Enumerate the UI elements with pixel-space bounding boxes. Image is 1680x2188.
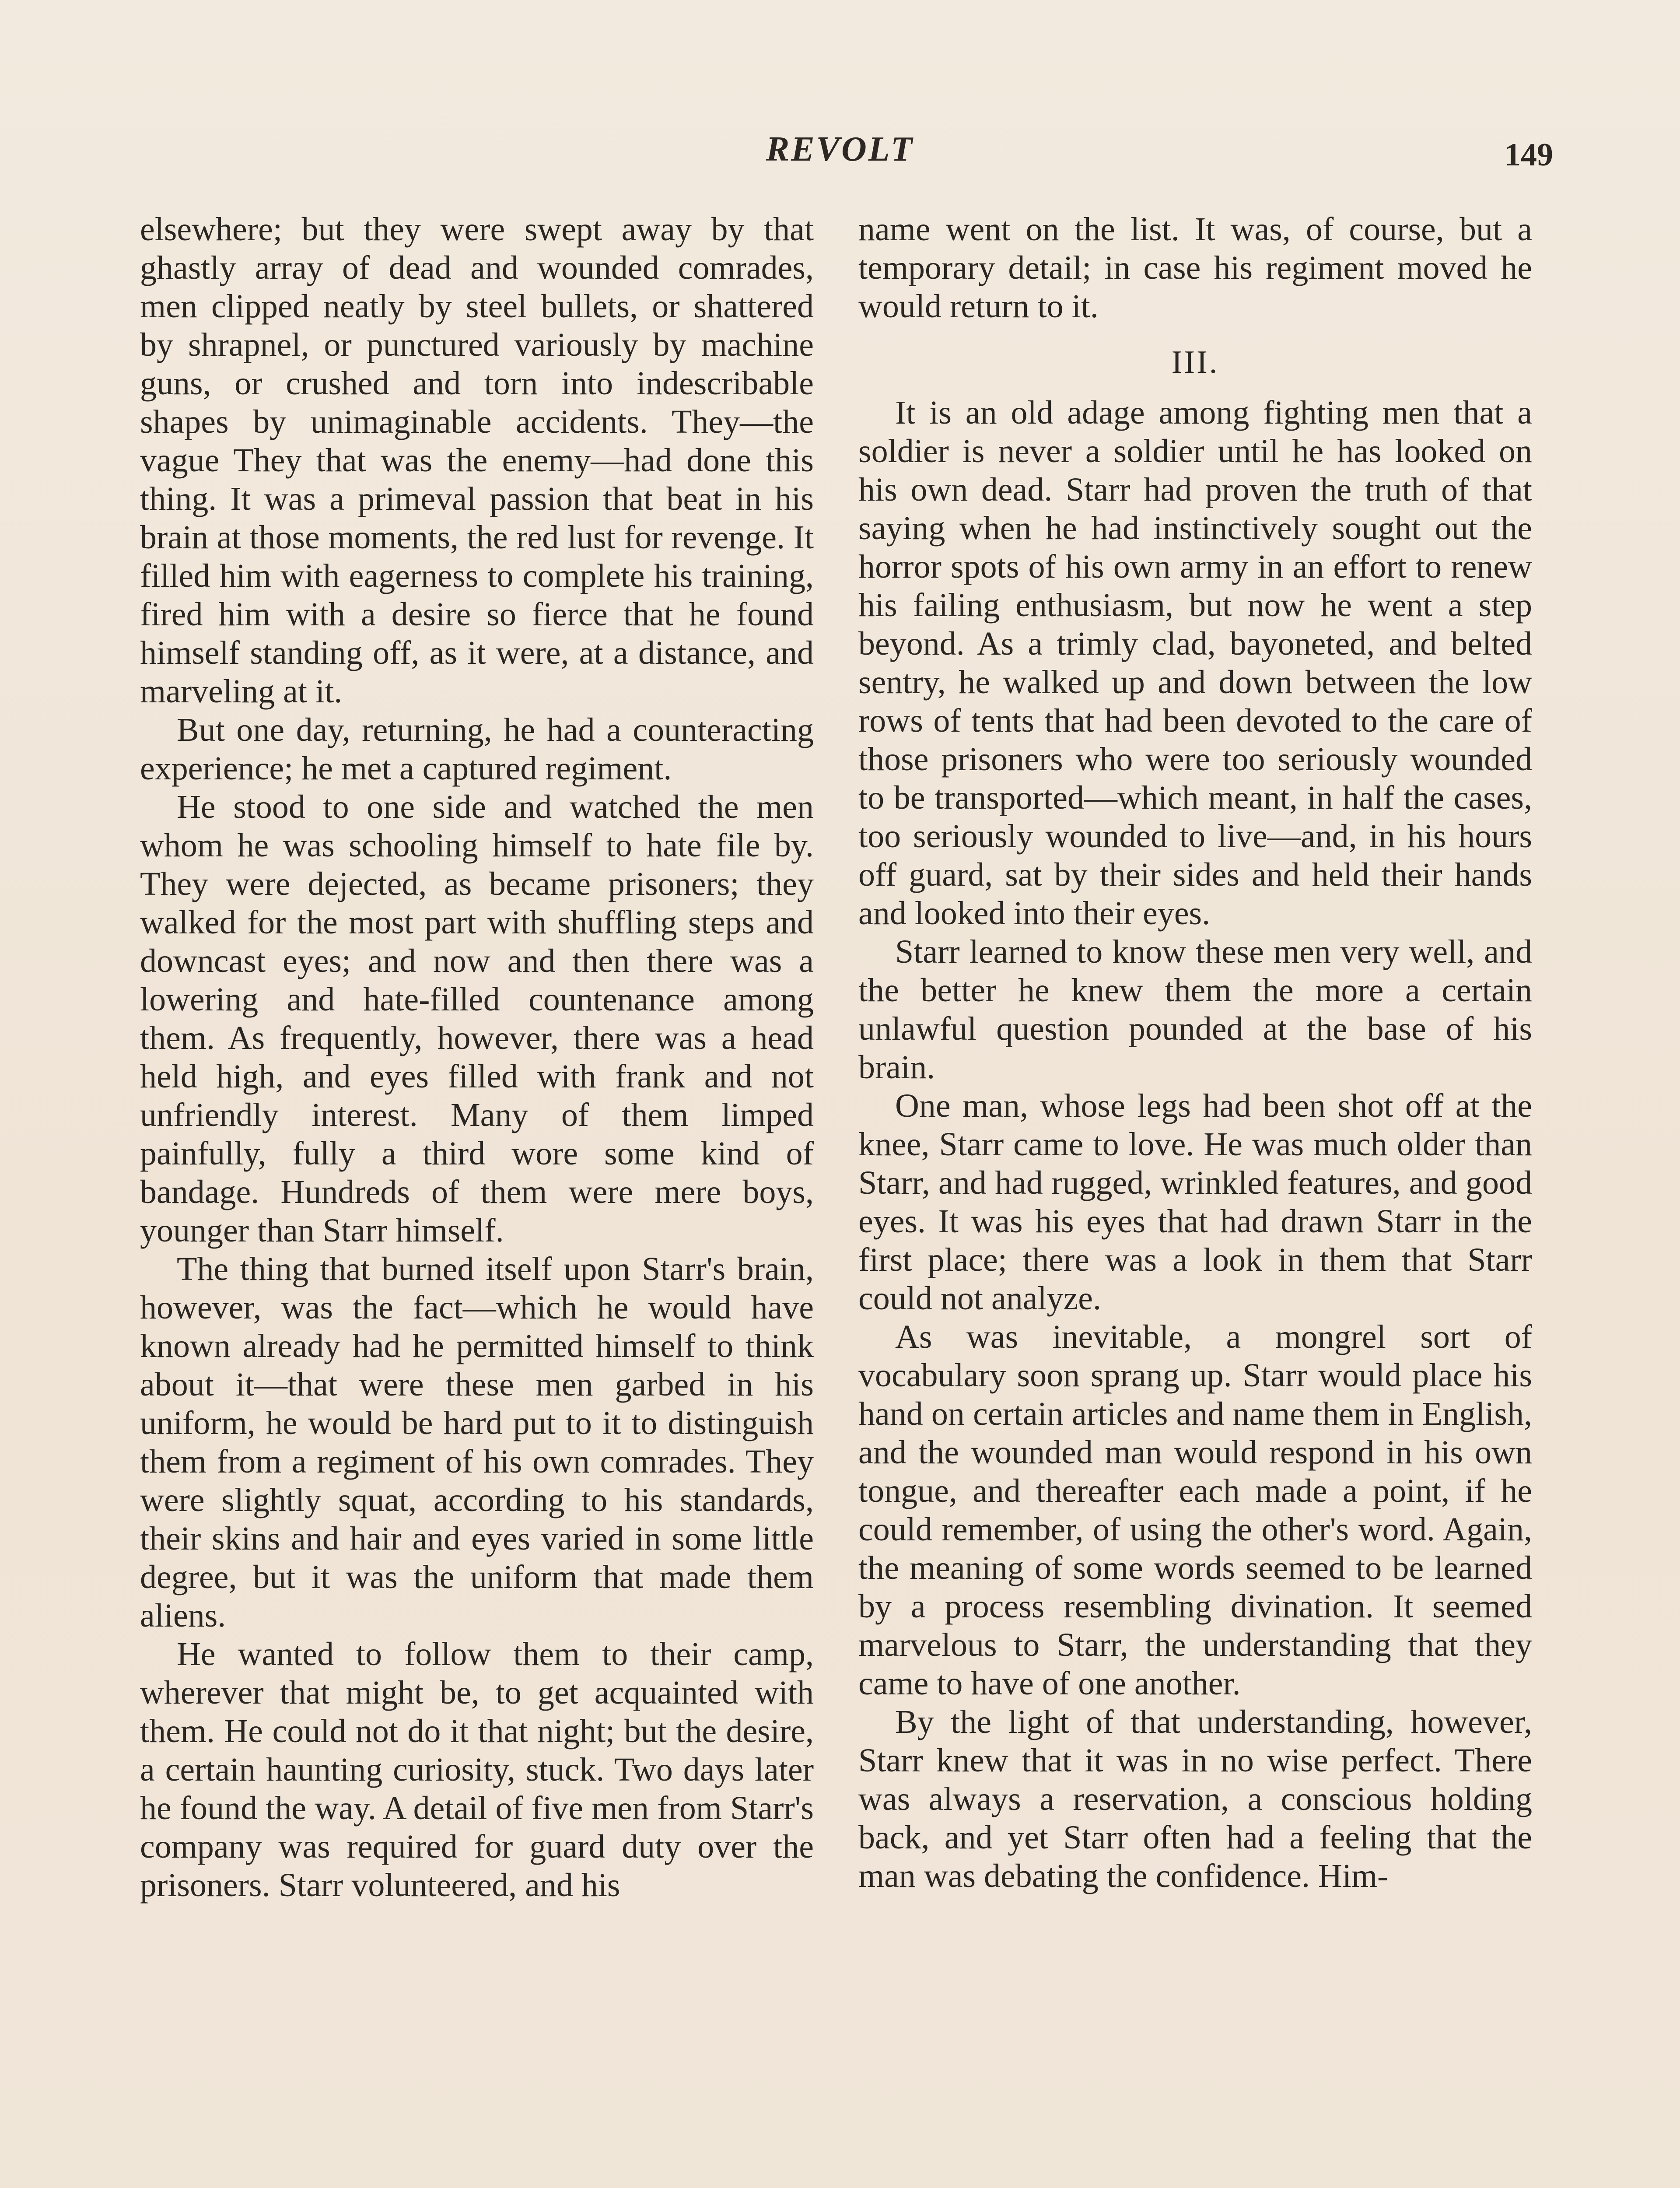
paragraph: It is an old adage among fighting men that a soldier is never a soldier until he has looked on his own dead. Starr had proven the truth of that saying when he had instinctively sought out the horror spots of his own army in an effort to renew his failing enthusiasm, but now he went a step beyond. As a trimly clad, bayoneted, and belted sentry, he walked up and down between the low rows of tents that had been devoted to the care of those prisoners who were too seriously wounded to be transported—which meant, in half the cases, too seriously wounded to live—and, in his hours off guard, sat by their sides and held their hands and looked into their eyes.	[858, 394, 1532, 932]
paragraph: As was inevitable, a mongrel sort of vocabulary soon sprang up. Starr would place his hand on certain articles and name them in English, and the wounded man would respond in his own tongue, and thereafter each made a point, if he could remember, of using the other's word. Again, the meaning of some words seemed to be learned by a process resembling divination. It seemed marvelous to Starr, the understanding that they came to have of one another.	[858, 1318, 1532, 1702]
paragraph: The thing that burned itself upon Starr's brain, however, was the fact—which he would have known already had he permitted himself to think about it—that were these men garbed in his uniform, he would be hard put to it to distinguish them from a regiment of his own comrades. They were slightly squat, according to his standards, their skins and hair and eyes varied in some little degree, but it was the uniform that made them aliens.	[140, 1251, 814, 1634]
right-column	[858, 210, 1532, 1895]
page-number: 149	[1505, 137, 1553, 173]
paragraph: One man, whose legs had been shot off at the knee, Starr came to love. He was much older than Starr, and had rugged, wrinkled features, and good eyes. It was his eyes that had drawn Starr in the first place; there was a look in them that Starr could not analyze.	[858, 1087, 1532, 1317]
paragraph: name went on the list. It was, of course, but a temporary detail; in case his regiment moved he would return to it.	[858, 211, 1532, 325]
paragraph: He stood to one side and watched the men whom he was schooling himself to hate file by. They were dejected, as became prisoners; they walked for the most part with shuffling steps and downcast eyes; and now and then there was a lowering and hate-filled countenance among them. As frequently, however, there was a head held high, and eyes filled with frank and not unfriendly interest. Many of them limped painfully, fully a third wore some kind of bandage. Hundreds of them were mere boys, younger than Starr himself.	[140, 789, 814, 1249]
left-column	[140, 210, 814, 1904]
section-number: III.	[1171, 344, 1219, 380]
paragraph: But one day, returning, he had a counteracting experience; he met a captured regiment.	[140, 712, 814, 787]
paragraph: He wanted to follow them to their camp, wherever that might be, to get acquainted with them. He could not do it that night; but the desire, a certain haunting curiosity, stuck. Two days later he found the way. A detail of five men from Starr's company was required for guard duty over the prisoners. Starr volunteered, and his	[140, 1636, 814, 1904]
paragraph: elsewhere; but they were swept away by that ghastly array of dead and wounded comrades, men clipped neatly by steel bullets, or shattered by shrapnel, or punctured variously by machine guns, or crushed and torn into indescribable shapes by unimaginable accidents. They—the vague They that was the enemy—had done this thing. It was a primeval passion that beat in his brain at those moments, the red lust for revenge. It filled him with eagerness to complete his training, fired him with a desire so fierce that he found himself standing off, as it were, at a distance, and marveling at it.	[140, 211, 814, 710]
paragraph: By the light of that understanding, however, Starr knew that it was in no wise perfect. There was always a reservation, a conscious holding back, and yet Starr often had a feeling that the man was debating the confidence. Him-	[858, 1704, 1532, 1894]
running-title: REVOLT	[766, 130, 914, 168]
paragraph: Starr learned to know these men very well, and the better he knew them the more a certain unlawful question pounded at the base of his brain.	[858, 933, 1532, 1086]
